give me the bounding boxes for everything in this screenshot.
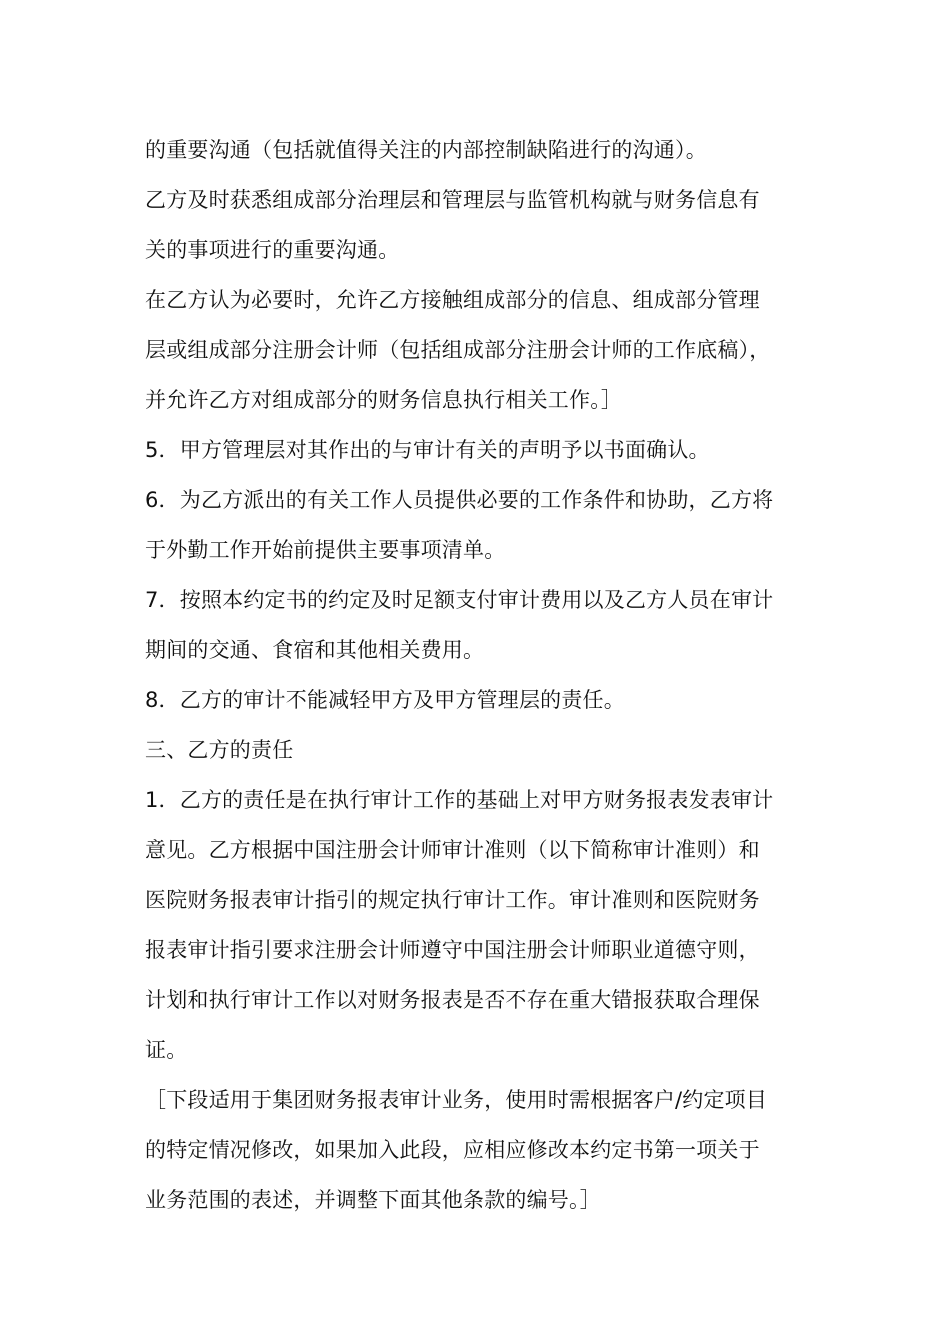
text-line-3: 关的事项进行的重要沟通。 bbox=[145, 238, 400, 262]
text-line-14: 1．乙方的责任是在执行审计工作的基础上对甲方财务报表发表审计 bbox=[145, 788, 774, 812]
text-line-5: 层或组成部分注册会计师（包括组成部分注册会计师的工作底稿）， bbox=[145, 338, 771, 362]
text-line-17: 报表审计指引要求注册会计师遵守中国注册会计师职业道德守则， bbox=[145, 938, 760, 962]
text-line-15: 意见。乙方根据中国注册会计师审计准则（以下简称审计准则）和 bbox=[145, 838, 760, 862]
text-line-2: 乙方及时获悉组成部分治理层和管理层与监管机构就与财务信息有 bbox=[145, 188, 760, 212]
text-line-8: 6．为乙方派出的有关工作人员提供必要的工作条件和协助，乙方将 bbox=[145, 488, 774, 512]
text-line-1: 的重要沟通（包括就值得关注的内部控制缺陷进行的沟通）。 bbox=[145, 138, 707, 162]
text-line-10: 7．按照本约定书的约定及时足额支付审计费用以及乙方人员在审计 bbox=[145, 588, 774, 612]
text-line-11: 期间的交通、食宿和其他相关费用。 bbox=[145, 638, 485, 662]
section-heading: 三、乙方的责任 bbox=[145, 738, 294, 762]
text-line-22: 业务范围的表述，并调整下面其他条款的编号。］ bbox=[145, 1188, 601, 1212]
text-line-20: ［下段适用于集团财务报表审计业务，使用时需根据客户/约定项目 bbox=[145, 1088, 768, 1112]
text-line-7: 5．甲方管理层对其作出的与审计有关的声明予以书面确认。 bbox=[145, 438, 710, 462]
text-line-16: 医院财务报表审计指引的规定执行审计工作。审计准则和医院财务 bbox=[145, 888, 760, 912]
text-line-19: 证。 bbox=[145, 1038, 188, 1062]
text-line-18: 计划和执行审计工作以对财务报表是否不存在重大错报获取合理保 bbox=[145, 988, 760, 1012]
text-line-4: 在乙方认为必要时，允许乙方接触组成部分的信息、组成部分管理 bbox=[145, 288, 760, 312]
text-line-6: 并允许乙方对组成部分的财务信息执行相关工作。］ bbox=[145, 388, 623, 412]
text-line-12: 8．乙方的审计不能减轻甲方及甲方管理层的责任。 bbox=[145, 688, 625, 712]
text-line-21: 的特定情况修改，如果加入此段，应相应修改本约定书第一项关于 bbox=[145, 1138, 760, 1162]
text-line-9: 于外勤工作开始前提供主要事项清单。 bbox=[145, 538, 506, 562]
